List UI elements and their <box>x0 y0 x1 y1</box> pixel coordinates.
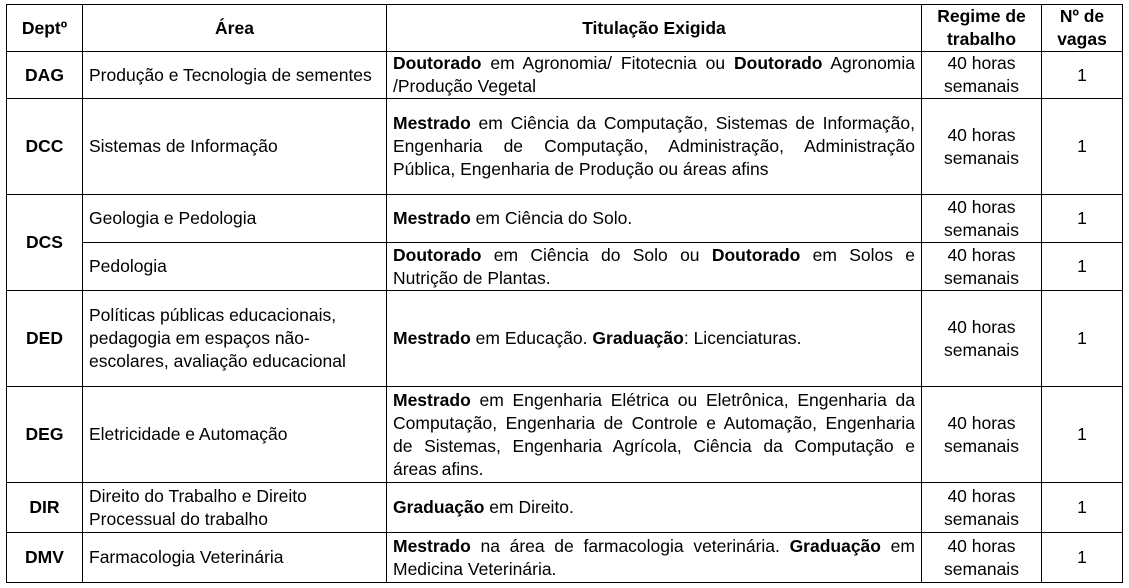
vagas-cell: 1 <box>1042 99 1123 195</box>
table-row <box>7 52 1123 99</box>
dept-cell: DED <box>7 291 83 387</box>
titulacao-cell <box>387 291 922 387</box>
titulacao-text: em Ciência do Solo. <box>470 208 633 228</box>
titulacao-text: em Solos e Nutrição de Plantas. <box>393 244 915 288</box>
titulacao-text: em Medicina Veterinária. <box>393 535 915 579</box>
titulacao-cell <box>387 243 922 291</box>
header-area: Área <box>83 5 387 52</box>
regime-cell: 40 horas semanais <box>922 52 1042 99</box>
degree-keyword: Doutorado <box>711 244 801 265</box>
degree-keyword: Doutorado <box>393 244 482 265</box>
degree-keyword: Mestrado <box>393 113 471 133</box>
titulacao-cell <box>387 52 922 99</box>
dept-cell: DAG <box>7 52 83 99</box>
titulacao-text: na área de farmacologia veterinária. <box>470 535 790 556</box>
area-cell: Políticas públicas educacionais, pedagogia em espaços não-escolares, avaliação educacional <box>83 291 387 387</box>
degree-keyword: Mestrado <box>393 208 471 228</box>
area-cell: Farmacologia Veterinária <box>83 533 387 583</box>
degree-keyword: Mestrado <box>393 389 471 410</box>
header-titulacao: Titulação Exigida <box>387 5 922 52</box>
table-row <box>7 533 1123 583</box>
vagas-cell: 1 <box>1042 387 1123 483</box>
regime-cell: 40 horas semanais <box>922 243 1042 291</box>
header-regime: Regime de trabalho <box>922 5 1042 52</box>
degree-keyword: Mestrado <box>393 328 471 348</box>
dept-cell: DMV <box>7 533 83 583</box>
table-row <box>7 195 1123 243</box>
titulacao-text: : Licenciaturas. <box>683 328 802 348</box>
area-cell: Sistemas de Informação <box>83 99 387 195</box>
dept-cell: DIR <box>7 483 83 533</box>
dept-cell: DCC <box>7 99 83 195</box>
titulacao-text: em Ciência do Solo ou <box>481 244 712 265</box>
regime-cell: 40 horas semanais <box>922 291 1042 387</box>
area-cell: Produção e Tecnologia de sementes <box>83 52 387 99</box>
degree-keyword: Doutorado <box>734 53 823 73</box>
regime-cell: 40 horas semanais <box>922 195 1042 243</box>
titulacao-cell <box>387 533 922 583</box>
table-row <box>7 387 1123 483</box>
regime-cell: 40 horas semanais <box>922 99 1042 195</box>
table-row <box>7 483 1123 533</box>
vagas-cell: 1 <box>1042 195 1123 243</box>
titulacao-text: em Engenharia Elétrica ou Eletrônica, Engenharia da Computação, Engenharia de Controle e Automação, Engenharia de Sistemas, Engenharia Agrícola, Ciência da Computação e áreas afins. <box>393 389 915 479</box>
header-dept: Deptº <box>7 5 83 52</box>
table-row <box>7 243 1123 291</box>
area-cell: Pedologia <box>83 243 387 291</box>
header-vagas: Nº de vagas <box>1042 5 1123 52</box>
degree-keyword: Graduação <box>393 497 485 517</box>
dept-cell: DEG <box>7 387 83 483</box>
vacancy-table <box>6 4 1123 583</box>
table-row <box>7 291 1123 387</box>
titulacao-text: em Direito. <box>484 497 574 517</box>
area-cell: Direito do Trabalho e Direito Processual do trabalho <box>83 483 387 533</box>
dept-cell: DCS <box>7 195 83 291</box>
regime-cell: 40 horas semanais <box>922 533 1042 583</box>
titulacao-text: Agronomia /Produção Vegetal <box>393 53 916 96</box>
titulacao-text: em Ciência da Computação, Sistemas de Informação, Engenharia de Computação, Administração, Administração Pública, Engenharia de Produção ou áreas afins <box>393 113 915 179</box>
regime-cell: 40 horas semanais <box>922 387 1042 483</box>
vagas-cell: 1 <box>1042 243 1123 291</box>
titulacao-cell <box>387 195 922 243</box>
area-cell: Eletricidade e Automação <box>83 387 387 483</box>
titulacao-cell <box>387 387 922 483</box>
titulacao-cell <box>387 99 922 195</box>
vagas-cell: 1 <box>1042 533 1123 583</box>
regime-cell: 40 horas semanais <box>922 483 1042 533</box>
degree-keyword: Graduação <box>789 535 881 556</box>
titulacao-text: em Educação. <box>470 328 593 348</box>
degree-keyword: Graduação <box>592 328 684 348</box>
vagas-cell: 1 <box>1042 291 1123 387</box>
titulacao-text: em Agronomia/ Fitotecnia ou <box>481 53 734 73</box>
vagas-cell: 1 <box>1042 52 1123 99</box>
table-row <box>7 99 1123 195</box>
vagas-cell: 1 <box>1042 483 1123 533</box>
degree-keyword: Mestrado <box>393 535 471 556</box>
degree-keyword: Doutorado <box>393 53 482 73</box>
header-row <box>7 5 1123 52</box>
area-cell: Geologia e Pedologia <box>83 195 387 243</box>
titulacao-cell <box>387 483 922 533</box>
